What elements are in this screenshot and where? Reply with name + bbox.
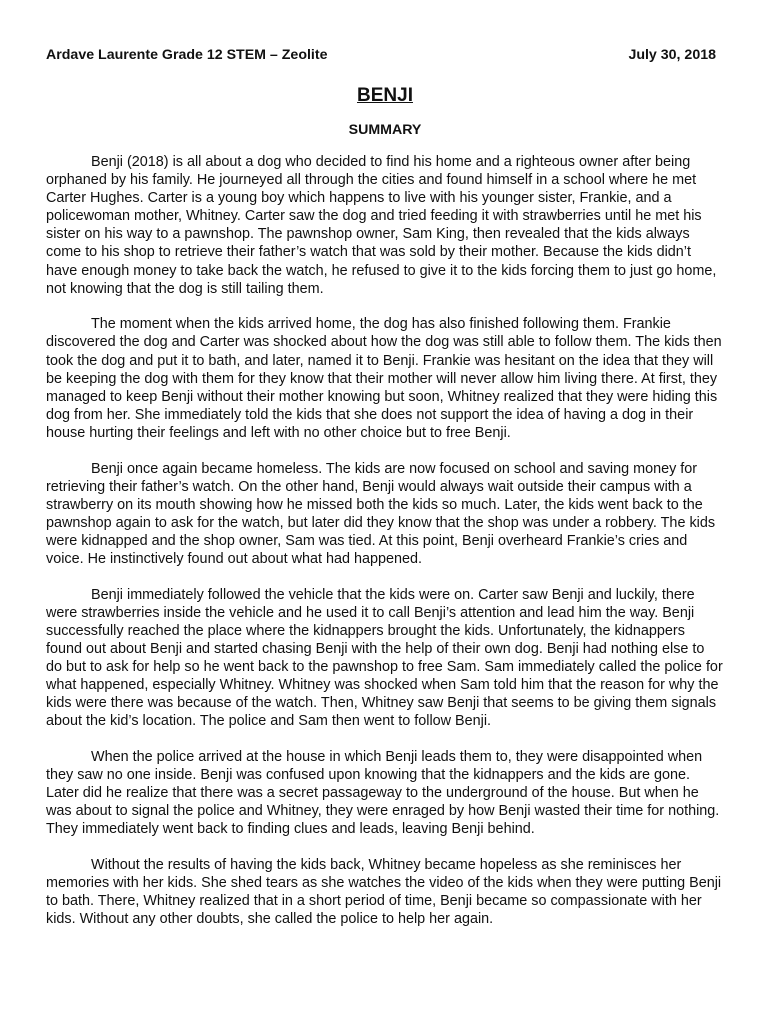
summary-paragraph: Without the results of having the kids back, Whitney became hopeless as she reminisces her memories with her kids. She shed tears as she watches the video of the kids when they were putting Benji to bath. There, Whitney realized that in a short period of time, Benji became so compassionate with her kids. Without any other doubts, she called the police to help her again. <box>46 857 722 928</box>
summary-paragraph: The moment when the kids arrived home, the dog has also finished following them. Frankie discovered the dog and Carter was shocked about how the dog was still able to follow them. The kids then took the dog and put it to bath, and later, named it to Benji. Frankie was hesitant on the idea that they will be keeping the dog with them for they know that their mother will never allow him living there. At first, they managed to keep Benji without their mother knowing but soon, Whitney realized that they were hiding this dog from her. She immediately told the kids that she does not support the idea of having a dog in their house hurting their feelings and left with no other choice but to free Benji. <box>46 316 722 441</box>
document-header <box>46 46 724 64</box>
summary-paragraph: Benji immediately followed the vehicle that the kids were on. Carter saw Benji and luckily, there were strawberries inside the vehicle and he used it to call Benji’s attention and lead him the way. Benji successfully reached the place where the kidnappers brought the kids. Unfortunately, the kidnappers found out about Benji and started chasing Benji with the help of their own dog. Benji had nothing else to do but to ask for help so he went back to the pawnshop to free Sam. Sam immediately called the police for what happened, especially Whitney. Whitney was shocked when Sam told him that the reason for why the kids were there was because of the watch. Then, Whitney saw Benji that seems to be giving them signals about the kid’s location. The police and Sam then went to follow Benji. <box>46 586 723 730</box>
section-heading: SUMMARY <box>348 122 422 138</box>
summary-paragraph: Benji (2018) is all about a dog who decided to find his home and a righteous owner after being orphaned by his family. He journeyed all through the cities and found himself in a school where he met Carter Hughes. Carter is a young boy which happens to live with his younger sister, Frankie, and a policewoman mother, Whitney. Carter saw the dog and tried feeding it with strawberries until he met his sister on his way to a pawnshop. The pawnshop owner, Sam King, then revealed that the kids always come to his shop to retrieve their father’s watch that was sold by their mother. Because the kids didn’t have enough money to take back the watch, he refused to give it to the kids forcing them to just go home, not knowing that the dog is still tailing them. <box>46 154 717 297</box>
document-body <box>46 153 724 929</box>
summary-paragraph: Benji once again became homeless. The kids are now focused on school and saving money for retrieving their father’s watch. On the other hand, Benji would always wait outside their campus with a strawberry on its mouth showing how he missed both the kids so much. Later, the kids went back to the pawnshop again to ask for the watch, but later did they know that the shop was under a robbery. The kids were kidnapped and the shop owner, Sam was tied. At this point, Benji overheard Frankie’s cries and voice. He instinctively found out about what had happened. <box>46 460 716 568</box>
author-line: Ardave Laurente Grade 12 STEM – Zeolite <box>46 47 328 63</box>
summary-paragraph: When the police arrived at the house in which Benji leads them to, they were disappointed when they saw no one inside. Benji was confused upon knowing that the kidnappers and the kids are gone. Later did he realize that there was a secret passageway to the underground of the house. But when he was about to signal the police and Whitney, they were enraged by how Benji wasted their time for nothing. They immediately went back to finding clues and leads, leaving Benji behind. <box>46 749 720 838</box>
document-date: July 30, 2018 <box>628 47 716 63</box>
document-title: BENJI <box>357 85 413 106</box>
